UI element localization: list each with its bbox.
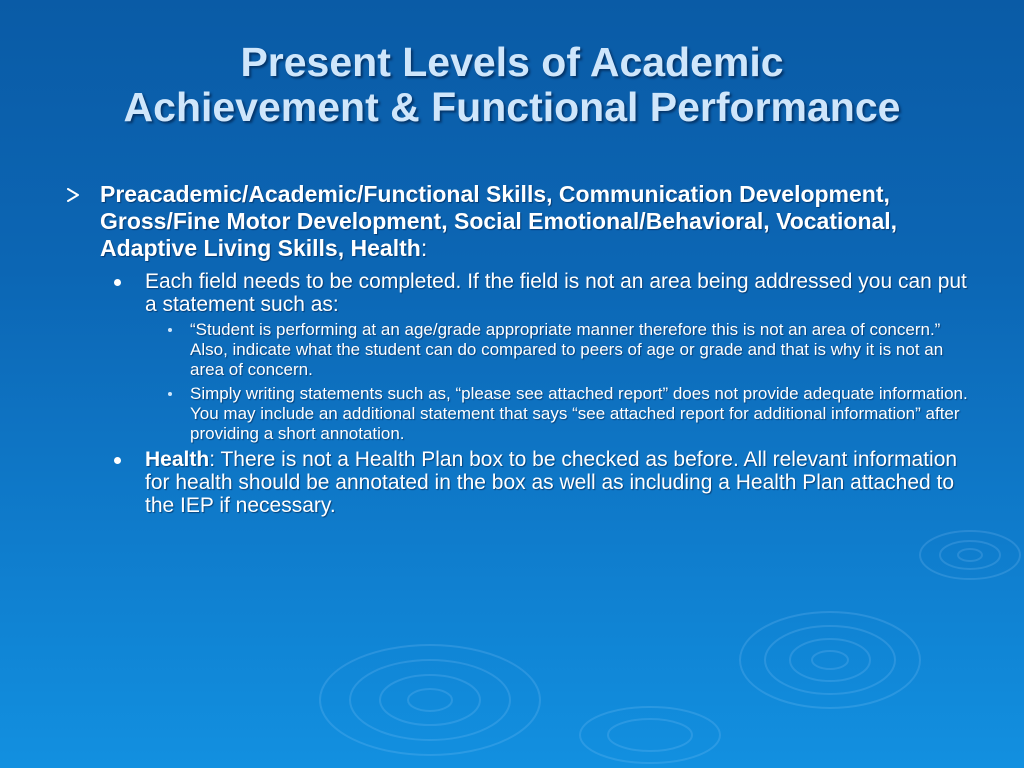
- bullet-level3-report-text: Simply writing statements such as, “please see attached report” does not provide adequate information. You may include an additional statement that says “see attached report for additional information” after providing a short annotation.: [190, 384, 968, 443]
- bullet-level1-colon: :: [420, 235, 428, 261]
- bullet-level1-text: Preacademic/Academic/Functional Skills, Communication Development, Gross/Fine Motor Development, Social Emotional/Behavioral, Vocational, Adaptive Living Skills, Health: [100, 181, 898, 261]
- health-label: Health: [145, 448, 210, 471]
- small-dot-bullet-icon: [168, 328, 172, 332]
- bullet-level3-statement-text: “Student is performing at an age/grade appropriate manner therefore this is not an area of concern.” Also, indicate what the student can do compared to peers of age or grade and that is why it is not an area of concern.: [190, 320, 944, 379]
- bullet-level2-fields: [145, 270, 970, 316]
- bullet-level2-fields-text: Each field needs to be completed. If the field is not an area being addressed you can put a statement such as:: [145, 270, 967, 316]
- dot-bullet-icon: [114, 457, 121, 464]
- slide-body: [60, 181, 970, 517]
- slide-title: [40, 40, 984, 130]
- title-line-2: Achievement & Functional Performance: [123, 84, 901, 130]
- bullet-level2-health: [145, 448, 970, 517]
- arrow-bullet-icon: [66, 188, 80, 202]
- bullet-level1: [60, 181, 970, 262]
- bullet-level3-report: [190, 384, 970, 444]
- bullet-level2-health-text: : There is not a Health Plan box to be checked as before. All relevant information for health should be annotated in the box as well as including a Health Plan attached to the IEP if necessary.: [145, 448, 958, 517]
- small-dot-bullet-icon: [168, 392, 172, 396]
- dot-bullet-icon: [114, 279, 121, 286]
- bullet-level3-statement: [190, 320, 970, 380]
- title-line-1: Present Levels of Academic: [240, 39, 784, 85]
